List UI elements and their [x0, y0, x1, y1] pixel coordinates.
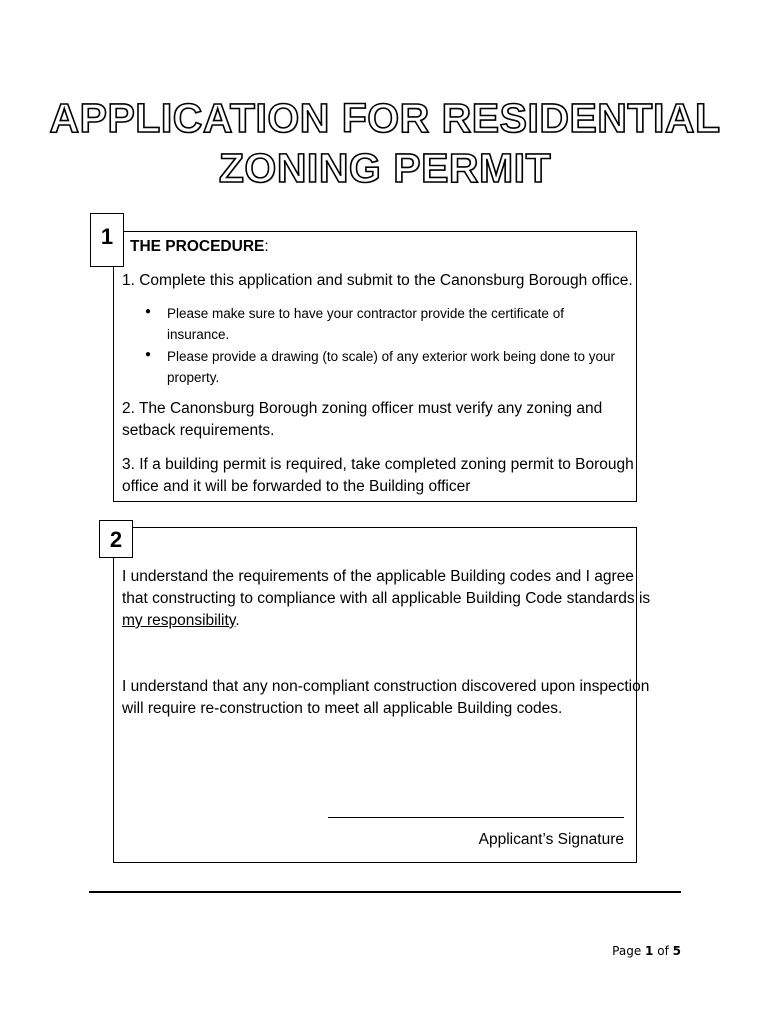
agreement-para-2-line-2: will require re-construction to meet all applicable Building codes.	[122, 700, 563, 717]
bullet-1-line-1: Please make sure to have your contractor provide the certificate of	[167, 306, 564, 321]
procedure-step-3-line-2: office and it will be forwarded to the Building officer	[122, 478, 471, 495]
section-2-number: 2	[99, 520, 133, 558]
bullet-2-line-2: property.	[167, 370, 220, 385]
procedure-heading-text: THE PROCEDURE	[130, 238, 265, 255]
agreement-para-2-line-1: I understand that any non-compliant construction discovered upon inspection	[122, 678, 650, 695]
page-divider	[89, 891, 681, 893]
section-1-heading	[130, 236, 269, 258]
page-total: 5	[672, 944, 681, 958]
bullet-icon: ●	[145, 306, 152, 317]
procedure-step-1: 1. Complete this application and submit to the Canonsburg Borough office.	[122, 272, 633, 289]
bullet-2-line-1: Please provide a drawing (to scale) of any exterior work being done to your	[167, 349, 615, 364]
agreement-para-1-line-2: that constructing to compliance with all applicable Building Code standards is	[122, 590, 651, 607]
signature-line[interactable]	[328, 817, 624, 818]
page-of: of	[657, 944, 669, 958]
section-1-number: 1	[90, 213, 124, 267]
procedure-heading-colon: :	[264, 238, 269, 255]
page-number	[600, 944, 681, 958]
bullet-1-line-2: insurance.	[167, 327, 230, 342]
page-current: 1	[645, 944, 654, 958]
procedure-step-3-line-1: 3. If a building permit is required, take completed zoning permit to Borough	[122, 456, 634, 473]
my-responsibility-underlined: my responsibility	[122, 612, 236, 629]
bullet-icon: ●	[145, 349, 152, 360]
agreement-para-1-line-3	[122, 610, 240, 632]
document-title-line-2: ZONING PERMIT	[218, 145, 552, 191]
signature-label: Applicant’s Signature	[478, 831, 624, 848]
para-1-period: .	[235, 612, 240, 629]
document-title-line-1: APPLICATION FOR RESIDENTIAL	[49, 95, 721, 141]
agreement-para-1-line-1: I understand the requirements of the applicable Building codes and I agree	[122, 568, 634, 585]
procedure-step-2-line-1: 2. The Canonsburg Borough zoning officer must verify any zoning and	[122, 400, 603, 417]
page-label: Page	[612, 944, 642, 958]
procedure-step-2-line-2: setback requirements.	[122, 422, 275, 439]
